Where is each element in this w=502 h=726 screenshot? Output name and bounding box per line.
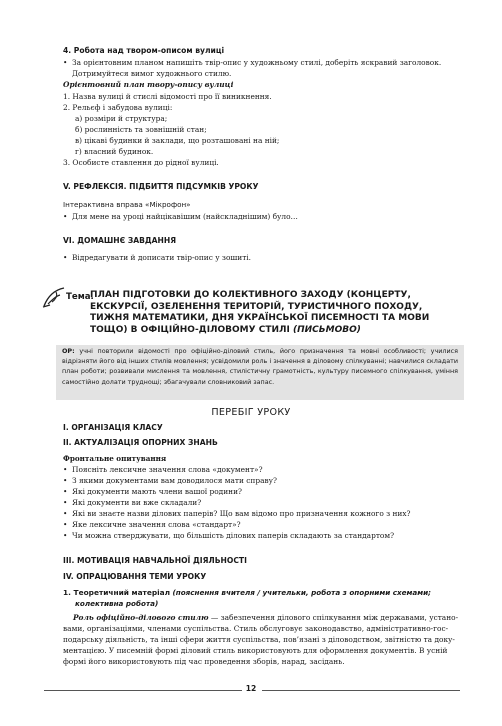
section-ii-subheading: Фронтальне опитування — [63, 454, 167, 463]
list-item-text: Які документи мають члени вашої родини? — [72, 487, 242, 496]
list-item-text: Відредагувати й дописати твір-опис у зошиті. — [72, 253, 252, 262]
list-item-text: Яке лексичне значення слова «стандарт»? — [72, 520, 241, 529]
bullet-icon: • — [63, 498, 68, 507]
section-ii-heading: II. АКТУАЛІЗАЦІЯ ОПОРНИХ ЗНАНЬ — [63, 438, 218, 447]
topic-title-text: ПЛАН ПІДГОТОВКИ ДО КОЛЕКТИВНОГО ЗАХОДУ (КОНЦЕРТУ, ЕКСКУРСІЇ, ОЗЕЛЕНЕННЯ ТЕРИТОРІЙ, ТУРИСТИЧНОГО ПОХОДУ, ТИЖНЯ МАТЕМАТИКИ, ДНЯ УКРАЇНСЬКОЇ ПИСЕМНОСТІ ТА МОВИ ТОЩО) В ОФІЦІЙНО-ДІЛОВОМУ СТИЛІ — [90, 290, 430, 335]
theory-item-label: 1. Теоретичний матеріал — [63, 588, 171, 597]
bullet-icon: • — [63, 520, 68, 529]
bullet-icon: • — [63, 212, 68, 221]
theory-item-note-cont: колективна робота) — [75, 599, 159, 608]
list-item-text: Чи можна стверджувати, що більшість ділових паперів складають за стандартом? — [72, 531, 395, 540]
list-item-text: Які документи ви вже складали? — [72, 498, 202, 507]
list-item-text: Для мене на уроці найцікавішим (найскладнішим) було… — [72, 212, 298, 221]
plan-subitem: а) розміри й структура; — [75, 114, 168, 123]
plan-item: 3. Особисте ставлення до рідної вулиці. — [63, 158, 219, 167]
topic-title — [90, 290, 460, 336]
lesson-title: ПЕРЕБІГ УРОКУ — [211, 407, 291, 418]
topic-label: Тема. — [66, 292, 94, 302]
plan-item: 2. Рельєф і забудова вулиці: — [63, 103, 173, 112]
list-item — [63, 497, 458, 508]
page-number: 12 — [245, 684, 257, 693]
paragraph-line: ментацією. У писемній формі діловий стиль використовують для оформлення документів. В усній — [63, 646, 448, 655]
paragraph-line — [63, 612, 463, 623]
section-iii-heading: III. МОТИВАЦІЯ НАВЧАЛЬНОЇ ДІЯЛЬНОСТІ — [63, 556, 247, 565]
outcomes-label: ОР: — [62, 347, 75, 355]
bullet-icon: • — [63, 253, 68, 262]
list-item — [63, 508, 458, 519]
paragraph-line: вами, організаціями, членами суспільства. Стиль обслуговує законодавство, адміністративно-гос- — [63, 624, 449, 633]
list-item — [63, 530, 458, 541]
topic-title-tail: (ПИСЬМОВО) — [292, 324, 361, 335]
section-4-heading: 4. Робота над твором-описом вулиці — [63, 46, 225, 55]
plan-subitem: г) власний будинок. — [75, 147, 154, 156]
outcomes-body: учні повторили відомості про офіційно-діловий стиль, його призначення та мовні особливості; училися відрізняти його від інших стилів мовлення; усвідомили роль і значення в діловому спілкуванні; навчилися складати план роботи; розвивали мислення та мовлення, стилістичну грамотність, культуру писемного спілкування, уміння самостійно долати труднощі; збагачували словниковий запас. — [62, 347, 458, 386]
bullet-icon: • — [63, 487, 68, 496]
list-item — [63, 211, 458, 222]
paragraph-lead: Роль офіційно-ділового стилю — [73, 613, 209, 622]
list-item — [63, 252, 458, 263]
plan-item: 1. Назва вулиці й стислі відомості про її виникнення. — [63, 92, 272, 101]
section-iv-heading: IV. ОПРАЦЮВАННЯ ТЕМИ УРОКУ — [63, 572, 207, 581]
paragraph-line: формі його використовують під час проведення зборів, нарад, засідань. — [63, 657, 345, 666]
bullet-icon: • — [63, 58, 68, 67]
section-v-subheading: Інтерактивна вправа «Мікрофон» — [63, 200, 191, 209]
list-item — [63, 475, 458, 486]
plan-subitem: б) рослинність та зовнішній стан; — [75, 125, 207, 134]
section-i-heading: I. ОРГАНІЗАЦІЯ КЛАСУ — [63, 423, 163, 432]
list-item-text: Які ви знаєте назви ділових паперів? Що вам відомо про призначення кожного з них? — [72, 509, 411, 518]
bullet-icon: • — [63, 465, 68, 474]
list-item — [63, 464, 458, 475]
plan-title: Орієнтовний план твору-опису вулиці — [63, 80, 234, 89]
list-item-text: З якими документами вам доводилося мати справу? — [72, 476, 277, 485]
section-v-heading: V. РЕФЛЕКСІЯ. ПІДБИТТЯ ПІДСУМКІВ УРОКУ — [63, 182, 259, 191]
section-vi-heading: VI. ДОМАШНЄ ЗАВДАННЯ — [63, 236, 177, 245]
list-item — [63, 486, 458, 497]
paragraph-line: подарську діяльність, та інші сфери життя суспільства, пов’язані з діловодством, звітністю та доку- — [63, 635, 455, 644]
bullet-icon: • — [63, 509, 68, 518]
outcomes-text — [62, 346, 458, 387]
plan-subitem: в) цікаві будинки й заклади, що розташовані на ній; — [75, 136, 280, 145]
paragraph-text: — забезпечення ділового спілкування між державами, устано- — [210, 613, 459, 622]
list-item — [63, 519, 458, 530]
pen-icon — [42, 286, 68, 308]
theory-item-note: (пояснення вчителя / учительки, робота з опорними схемами; — [172, 588, 432, 597]
list-item-text: Поясніть лексичне значення слова «документ»? — [72, 465, 263, 474]
theory-item — [63, 587, 431, 598]
bullet-icon: • — [63, 476, 68, 485]
bullet-icon: • — [63, 531, 68, 540]
task-text: За орієнтовним планом напишіть твір-опис у художньому стилі, доберіть яскравий заголовок. Дотримуйтеся вимог художнього стилю. — [72, 58, 442, 78]
list-item — [63, 57, 458, 79]
